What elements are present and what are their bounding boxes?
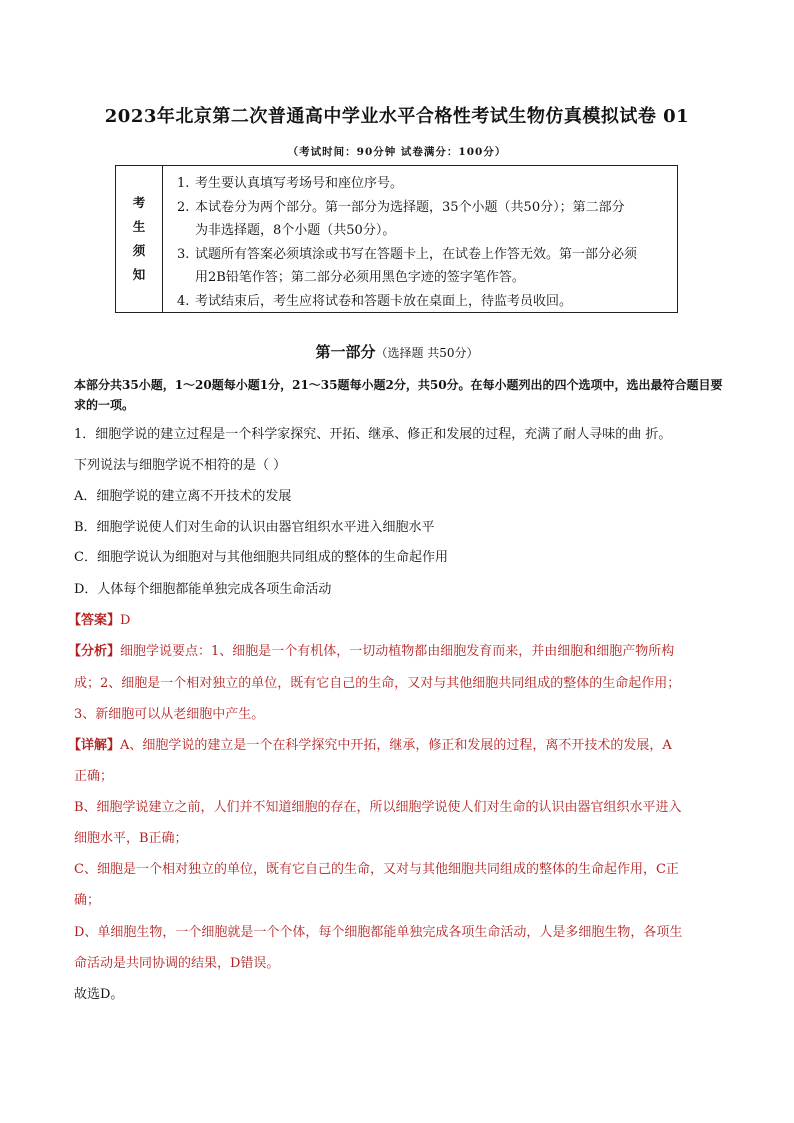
question-stem: 下列说法与细胞学说不相符的是（ ） [74,458,287,473]
notice-item-number: 4. [177,293,190,309]
notice-item-text: 考生要认真填写考场号和座位序号。 [195,176,404,191]
notice-heading-char: 知 [132,267,146,282]
detail-line: C、细胞是一个相对独立的单位，既有它自己的生命，又对与其他细胞共同组成的整体的生命起作用，C正 [74,862,679,877]
page-title: 2023年北京第二次普通高中学业水平合格性考试生物仿真模拟试卷 01 [104,106,690,127]
option-b: B．细胞学说使人们对生命的认识由器官组织水平进入细胞水平 [74,520,435,535]
detail-line: B、细胞学说建立之前，人们并不知道细胞的存在，所以细胞学说使人们对生命的认识由器官组织水平进入 [74,800,682,815]
notice-item-text: 试题所有答案必须填涂或书写在答题卡上，在试卷上作答无效。第一部分必须 [195,246,638,262]
notice-item-number: 1. [177,176,190,191]
detail-line: D、单细胞生物，一个细胞就是一个个体，每个细胞都能单独完成各项生命活动，人是多细胞生物，各项生 [74,925,683,940]
section-heading [40,341,754,362]
detail-text: A、细胞学说的建立是一个在科学探究中开拓，继承，修正和发展的过程，离不开技术的发展，A [120,738,672,753]
notice-item-number: 2. [177,199,190,215]
detail-line: 命活动是共同协调的结果，D错误。 [74,956,280,971]
answer-value: D [120,613,131,628]
analysis-line: 3、新细胞可以从老细胞中产生。 [74,707,265,722]
analysis-line: 成；2、细胞是一个相对独立的单位，既有它自己的生命，又对与其他细胞共同组成的整体的生命起作用； [74,676,681,691]
analysis-label: 【分析】 [68,644,121,659]
notice-item [177,172,669,196]
analysis-text: 细胞学说要点：1、细胞是一个有机体，一切动植物都由细胞发育而来，并由细胞和细胞产物所构 [120,644,675,659]
detail-line [68,734,728,753]
answer-line [68,609,728,628]
analysis-line [68,640,728,659]
option-c: C．细胞学说认为细胞对与其他细胞共同组成的整体的生命起作用 [74,550,448,565]
notice-item-text: 为非选择题，8个小题（共50分）。 [195,223,396,238]
exam-info: （考试时间：90分钟 试卷满分：100分） [287,146,507,158]
section-instructions: 本部分共35小题，1～20题每小题1分，21～35题每小题2分，共50分。在每小题列出的四个选项中，选出最符合题目要求的一项。 [74,378,723,412]
option-a: A．细胞学说的建立离不开技术的发展 [74,489,292,504]
notice-item [177,290,669,314]
notice-item [177,196,669,243]
question-stem: 1．细胞学说的建立过程是一个科学家探究、开拓、继承、修正和发展的过程，充满了耐人寻味的曲 折。 [74,427,672,442]
section-title: 第一部分 [315,343,376,361]
answer-label: 【答案】 [68,613,121,628]
conclusion-line: 故选D。 [74,987,124,1002]
notice-heading-char: 考 [132,195,146,210]
detail-line: 正确； [74,769,114,784]
notice-item-text: 用2B铅笔作答；第二部分必须用黑色字迹的签字笔作答。 [195,270,525,285]
section-subtitle: （选择题 共50分） [375,346,479,360]
notice-box [115,165,678,313]
notice-item-text: 考试结束后，考生应将试卷和答题卡放在桌面上，待监考员收回。 [195,293,573,309]
option-d: D．人体每个细胞都能单独完成各项生命活动 [74,582,332,597]
notice-items [163,166,677,312]
detail-line: 细胞水平，B正确； [74,831,188,846]
notice-item-number: 3. [177,246,190,262]
notice-heading-char: 须 [132,243,146,258]
notice-item [177,243,669,290]
detail-line: 确； [74,893,101,908]
notice-item-text: 本试卷分为两个部分。第一部分为选择题，35个小题（共50分）；第二部分 [195,199,625,215]
detail-label: 【详解】 [68,738,121,753]
notice-heading-char: 生 [132,219,146,234]
notice-heading [116,166,163,312]
